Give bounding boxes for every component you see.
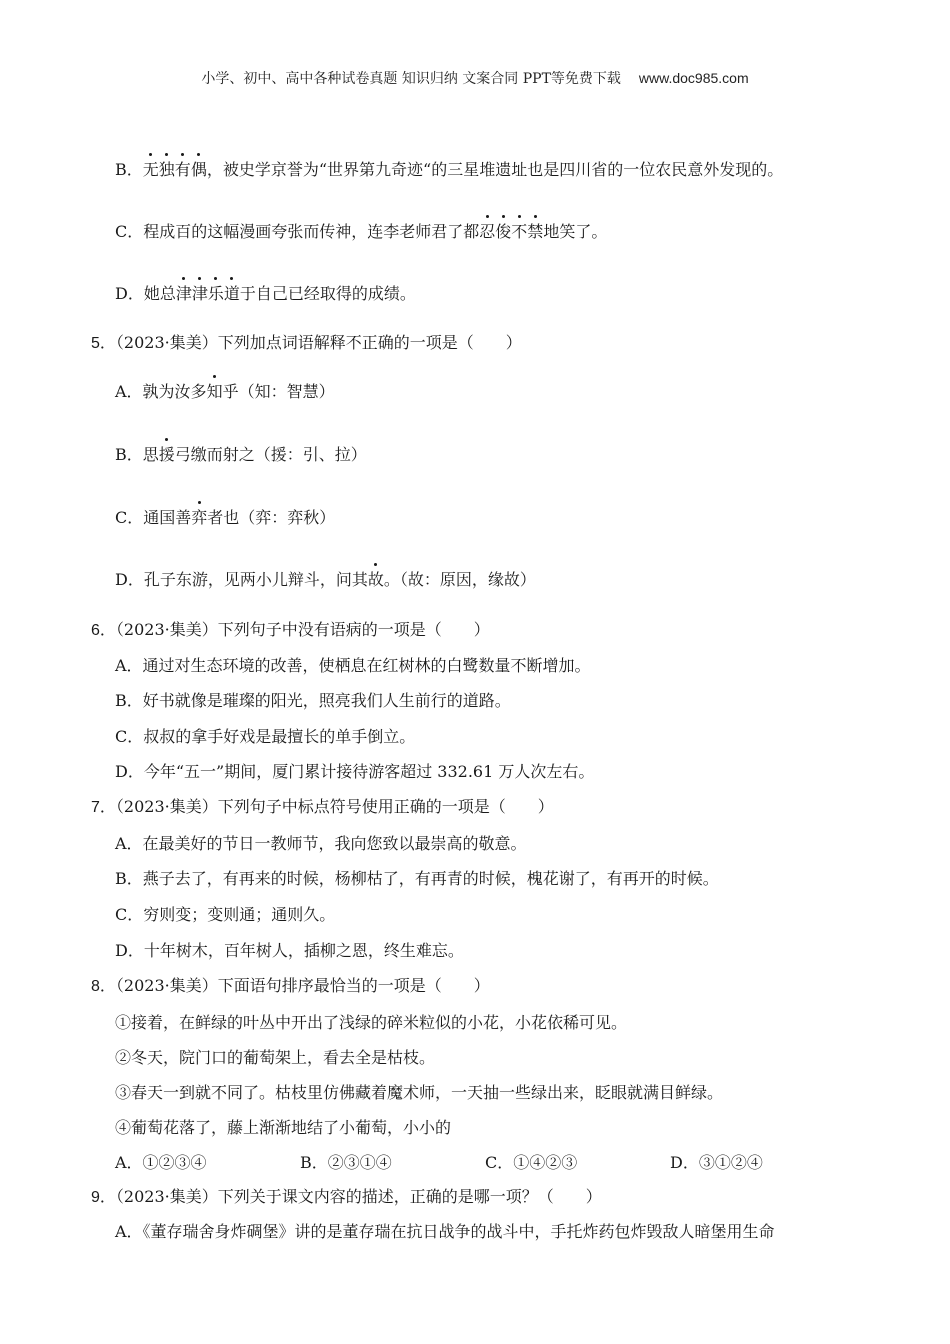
- q7-option-d[interactable]: D．十年树木，百年树人，插柳之恩，终生难忘。: [115, 941, 464, 960]
- emphasis-char: 禁: [527, 222, 544, 241]
- q4-option-d[interactable]: D．她总津津乐道于自己已经取得的成绩。: [115, 284, 416, 303]
- q8-sentence-2: ②冬天，院门口的葡萄架上，看去全是枯枝。: [115, 1048, 436, 1067]
- q5-a-dotted: 知: [206, 382, 223, 401]
- emphasis-char: 津: [191, 284, 208, 303]
- q4-option-c[interactable]: C．程成百的这幅漫画夸张而传神，连李老师君了都忍俊不禁地笑了。: [115, 222, 608, 241]
- q7-option-b[interactable]: B．燕子去了，有再来的时候，杨柳枯了，有再青的时候，槐花谢了，有再开的时候。: [115, 869, 719, 888]
- q5-stem: 5．（2023·集美）下列加点词语解释不正确的一项是（ ）: [91, 333, 522, 352]
- q8-option-d[interactable]: D．③①②④: [670, 1153, 763, 1172]
- q8-stem: 8．（2023·集美）下面语句排序最恰当的一项是（ ）: [91, 976, 490, 995]
- q8-option-b[interactable]: B．②③①④: [300, 1153, 392, 1172]
- page-header: [0, 68, 950, 88]
- q5-c-dotted: 弈: [191, 508, 208, 527]
- q6-option-b[interactable]: B．好书就像是璀璨的阳光，照亮我们人生前行的道路。: [115, 691, 511, 710]
- emphasis-char: 不: [511, 222, 528, 241]
- q5-option-d[interactable]: D．孔子东游，见两小儿辩斗，问其故。（故：原因，缘故）: [115, 570, 536, 589]
- q7-number: 7．: [91, 799, 116, 816]
- q6-option-d[interactable]: D．今年“五一”期间，厦门累计接待游客超过 332.61 万人次左右。: [115, 762, 595, 781]
- q4-d-dotted: [176, 284, 240, 303]
- q8-option-a[interactable]: A．①②③④: [115, 1153, 207, 1172]
- emphasis-char: 无: [142, 160, 159, 179]
- q6-option-c[interactable]: C．叔叔的拿手好戏是最擅长的单手倒立。: [115, 727, 416, 746]
- q5-number: 5．: [91, 335, 116, 352]
- emphasis-char: 独: [158, 160, 175, 179]
- q4-b-dotted: [143, 160, 207, 179]
- q4-option-b[interactable]: B．无独有偶，被史学京誉为“世界第九奇迹“的三星堆遗址也是四川省的一位农民意外发现的。: [115, 160, 784, 179]
- emphasis-char: 有: [174, 160, 191, 179]
- q6-option-a[interactable]: A．通过对生态环境的改善，使栖息在红树林的白鹭数量不断增加。: [115, 656, 591, 675]
- q8-options: [115, 1153, 855, 1173]
- q5-option-c[interactable]: C．通国善弈者也（弈：弈秋）: [115, 508, 336, 527]
- emphasis-char: 津: [175, 284, 192, 303]
- q5-option-a[interactable]: A．孰为汝多知乎（知：智慧）: [115, 382, 335, 401]
- emphasis-char: 道: [223, 284, 240, 303]
- emphasis-char: 乐: [207, 284, 224, 303]
- header-text: 小学、初中、高中各种试卷真题 知识归纳 文案合同 PPT等免费下载: [201, 71, 621, 87]
- q5-b-dotted: 援: [158, 445, 175, 464]
- header-site[interactable]: www.doc985.com: [638, 70, 749, 86]
- emphasis-char: 偶: [190, 160, 207, 179]
- q6-stem: 6．（2023·集美）下列句子中没有语病的一项是（ ）: [91, 620, 490, 639]
- emphasis-char: 忍: [479, 222, 496, 241]
- q9-option-a[interactable]: A．《董存瑞舍身炸碉堡》讲的是董存瑞在抗日战争的战斗中，手托炸药包炸毁敌人暗堡用生命: [115, 1222, 775, 1241]
- q9-stem: 9．（2023·集美）下列关于课文内容的描述，正确的是哪一项？（ ）: [91, 1187, 602, 1206]
- q4-c-dotted: [479, 222, 543, 241]
- q7-stem: 7．（2023·集美）下列句子中标点符号使用正确的一项是（ ）: [91, 797, 554, 816]
- q8-sentence-4: ④葡萄花落了，藤上渐渐地结了小葡萄，小小的: [115, 1118, 452, 1137]
- q7-option-a[interactable]: A．在最美好的节日一教师节，我向您致以最崇高的敬意。: [115, 834, 527, 853]
- q8-sentence-1: ①接着，在鲜绿的叶丛中开出了浅绿的碎米粒似的小花，小花依稀可见。: [115, 1013, 628, 1032]
- q7-option-c[interactable]: C．穷则变；变则通；通则久。: [115, 905, 336, 924]
- q6-number: 6．: [91, 622, 116, 639]
- q8-sentence-3: ③春天一到就不同了。枯枝里仿佛藏着魔术师，一天抽一些绿出来，眨眼就满目鲜绿。: [115, 1083, 724, 1102]
- q8-option-c[interactable]: C．①④②③: [485, 1153, 578, 1172]
- q5-option-b[interactable]: B．思援弓缴而射之（援：引、拉）: [115, 445, 367, 464]
- q9-number: 9．: [91, 1189, 116, 1206]
- q5-d-dotted: 故: [367, 570, 384, 589]
- emphasis-char: 俊: [495, 222, 512, 241]
- q8-number: 8．: [91, 978, 116, 995]
